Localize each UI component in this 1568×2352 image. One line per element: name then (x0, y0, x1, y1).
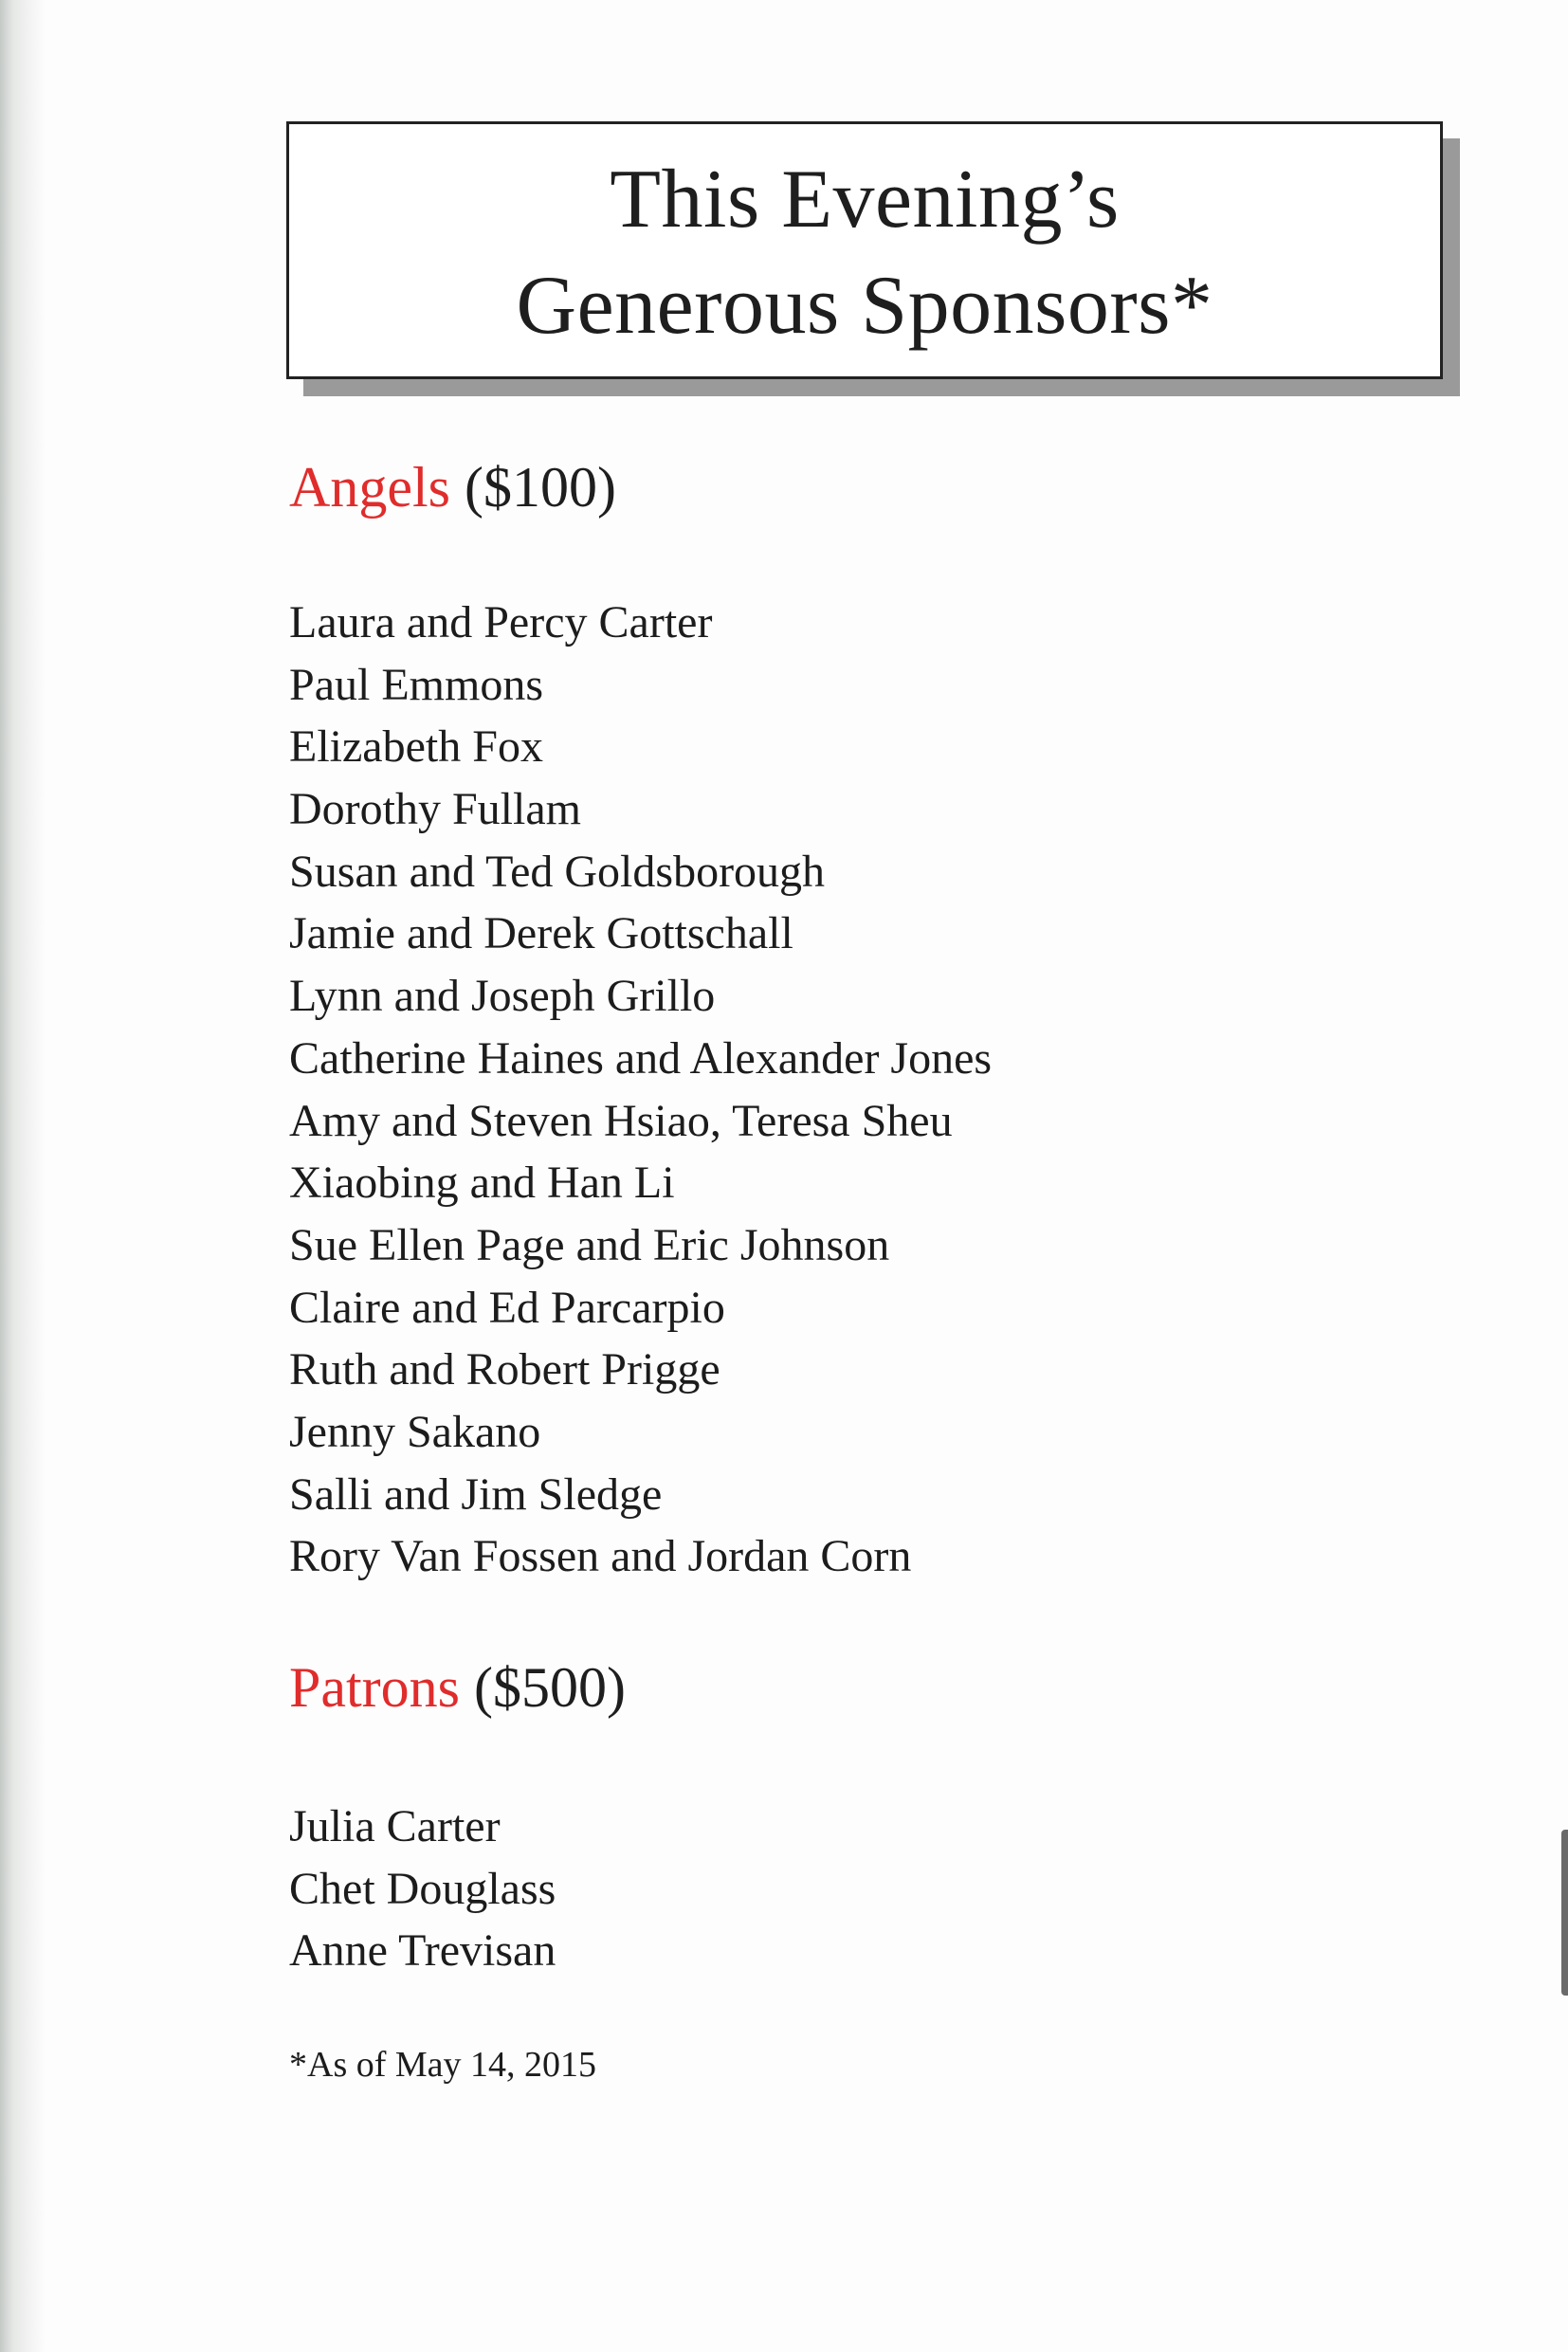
patrons-amount: ($500) (474, 1656, 626, 1719)
page-binding-mark (1561, 1830, 1568, 1996)
list-item: Amy and Steven Hsiao, Teresa Sheu (289, 1095, 953, 1146)
list-item: Xiaobing and Han Li (289, 1158, 675, 1209)
angels-amount: ($100) (464, 456, 616, 519)
list-item: Sue Ellen Page and Eric Johnson (289, 1219, 890, 1270)
patrons-heading (289, 1653, 626, 1722)
angels-name-list (289, 592, 992, 1588)
list-item: Susan and Ted Goldsborough (289, 846, 826, 897)
list-item: Julia Carter (289, 1801, 501, 1851)
patrons-tier-label: Patrons (289, 1656, 460, 1719)
angels-heading (289, 453, 616, 521)
list-item: Rory Van Fossen and Jordan Corn (289, 1531, 912, 1582)
list-item: Paul Emmons (289, 659, 544, 710)
title-line-2: Generous Sponsors* (516, 260, 1213, 352)
list-item: Elizabeth Fox (289, 721, 543, 773)
list-item: Jenny Sakano (289, 1406, 541, 1457)
list-item: Dorothy Fullam (289, 784, 581, 835)
list-item: Salli and Jim Sledge (289, 1468, 663, 1520)
footnote: *As of May 14, 2015 (289, 2045, 597, 2085)
list-item: Laura and Percy Carter (289, 597, 713, 647)
title-box (286, 121, 1443, 379)
list-item: Jamie and Derek Gottschall (289, 908, 793, 959)
list-item: Chet Douglass (289, 1863, 556, 1914)
page-scan-edge (0, 0, 46, 2352)
list-item: Claire and Ed Parcarpio (289, 1282, 725, 1333)
list-item: Lynn and Joseph Grillo (289, 971, 716, 1022)
patrons-name-list (289, 1796, 556, 1982)
list-item: Anne Trevisan (289, 1925, 556, 1977)
angels-tier-label: Angels (289, 456, 450, 519)
title-line-1: This Evening’s (610, 154, 1120, 246)
list-item: Catherine Haines and Alexander Jones (289, 1032, 993, 1084)
list-item: Ruth and Robert Prigge (289, 1344, 720, 1395)
